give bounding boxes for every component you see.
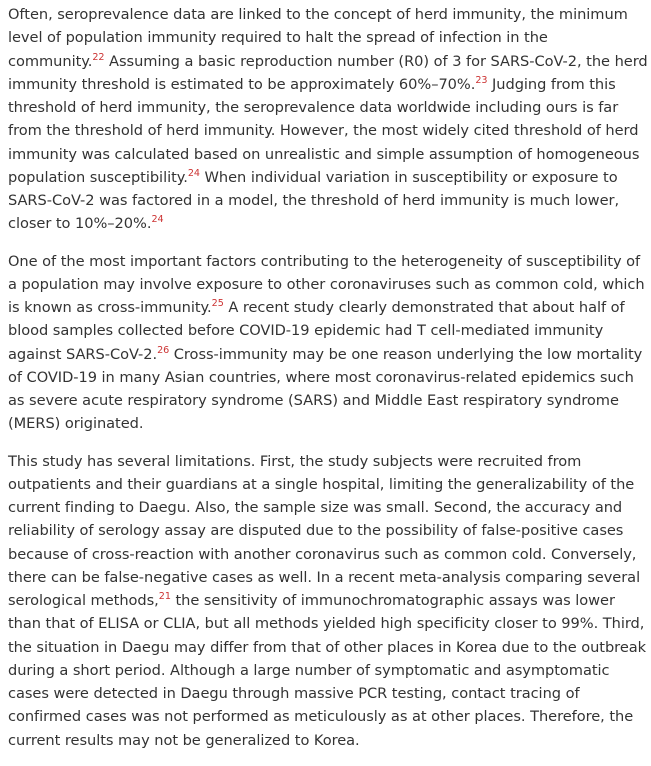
reference-link[interactable]: 23 bbox=[475, 74, 488, 86]
text-segment: One of the most important factors contributing to the heterogeneity of susceptibility of a population may involve exposure to other coronaviruses such as common cold, which is known as cross-immunity. bbox=[8, 252, 645, 316]
reference-link[interactable]: 22 bbox=[92, 51, 105, 63]
reference-link[interactable]: 26 bbox=[157, 344, 170, 356]
paragraph-herd-immunity bbox=[8, 3, 648, 236]
paragraph-cross-immunity bbox=[8, 250, 648, 436]
text-segment: Assuming a basic reproduction number (R0) of 3 for SARS-CoV-2, the herd immunity threshold is estimated to be approximately 60%–70%. bbox=[8, 52, 648, 93]
text-segment: Judging from this threshold of herd immunity, the seroprevalence data worldwide including ours is far from the threshold of herd immunity. However, the most widely cited threshold of herd immunity was calculated based on unrealistic and simple assumption of homogeneous population susceptibility. bbox=[8, 75, 640, 186]
text-segment: Often, seroprevalence data are linked to the concept of herd immunity, the minimum level of population immunity required to halt the spread of infection in the community. bbox=[8, 6, 628, 70]
reference-link[interactable]: 24 bbox=[187, 167, 200, 179]
text-segment: the sensitivity of immunochromatographic assays was lower than that of ELISA or CLIA, but all methods yielded high specificity closer to 99%. Third, the situation in Daegu may differ from that of other places in Korea due to the outbreak during a short period. Although a large number of symptomatic and asymptomatic cases were detected in Daegu through massive PCR testing, contact tracing of confirmed cases was not performed as meticulously as at other places. Therefore, the current results may not be generalized to Korea. bbox=[8, 592, 647, 749]
article-body bbox=[8, 3, 648, 766]
reference-link[interactable]: 24 bbox=[151, 214, 164, 226]
text-segment: When individual variation in susceptibility or exposure to SARS-CoV-2 was factored in a model, the threshold of herd immunity is much lower, closer to 10%–20%. bbox=[8, 168, 620, 233]
reference-link[interactable]: 25 bbox=[211, 298, 224, 310]
text-segment: This study has several limitations. First, the study subjects were recruited from outpatients and their guardians at a single hospital, limiting the generalizability of the current finding to Daegu. Also, the sample size was small. Second, the accuracy and reliability of serology assay are disputed due to the possibility of false-positive cases because of cross-reaction with another coronavirus such as common cold. Conversely, there can be false-negative cases as well. In a recent meta-analysis comparing several serological methods, bbox=[8, 452, 641, 609]
text-segment: Cross-immunity may be one reason underlying the low mortality of COVID-19 in many Asian countries, where most coronavirus-related epidemics such as severe acute respiratory syndrome (SARS) and Middle East respiratory syndrome (MERS) originated. bbox=[8, 345, 643, 433]
paragraph-limitations bbox=[8, 450, 648, 752]
reference-link[interactable]: 21 bbox=[158, 591, 171, 603]
text-segment: A recent study clearly demonstrated that about half of blood samples collected before COVID-19 epidemic had T cell-mediated immunity against SARS-CoV-2. bbox=[8, 299, 625, 363]
